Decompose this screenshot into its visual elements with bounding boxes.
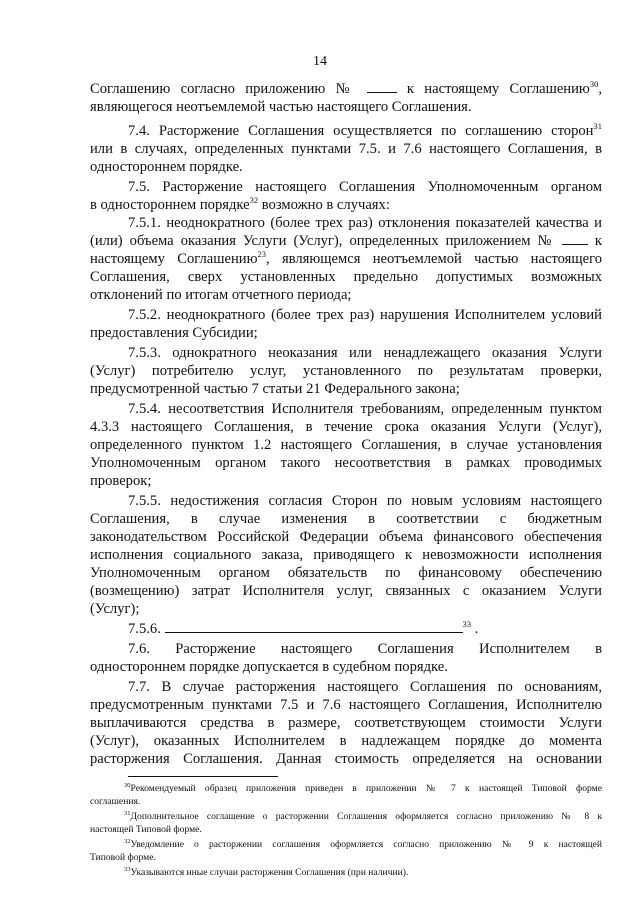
footnote-text: Уведомление о расторжении соглашения оформляется согласно приложению № 9 к настоящей	[130, 839, 602, 850]
footnote-ref: 31	[593, 121, 602, 131]
blank-field	[165, 620, 463, 633]
body-line: 7.5.2. неоднократного (более трех раз) нарушения Исполнителем условий	[128, 307, 602, 323]
footnote-30	[124, 783, 602, 796]
body-line: Соглашения, в случае изменения в соответствии с бюджетным	[90, 511, 602, 527]
blank-field	[562, 232, 588, 245]
footnote-text: Дополнительное соглашение о расторжении Соглашения оформляется согласно приложению № 8 к	[130, 811, 602, 822]
text: 7.4. Расторжение Соглашения осуществляется по соглашению сторон	[128, 123, 594, 139]
footnote-31	[124, 811, 602, 824]
footnote-ref: 23	[257, 249, 267, 259]
footnote-number: 33	[124, 866, 131, 873]
body-line: являющегося неотъемлемой частью настоящего Соглашения.	[90, 99, 472, 115]
text: 7.5.6.	[128, 621, 161, 637]
body-line: отклонений по итогам отчетного периода;	[90, 287, 352, 303]
body-line: одностороннем порядке.	[90, 159, 243, 175]
body-line	[90, 80, 602, 98]
body-line: предусмотренной частью 7 статьи 21 Федерального закона;	[90, 381, 460, 397]
body-line: Уполномоченным органом обязательств по финансовому обеспечению	[90, 565, 602, 581]
footnote-text: Рекомендуемый образец приложения приведен в приложении № 7 к настоящей Типовой форме	[130, 783, 602, 794]
text: в одностороннем порядке	[90, 197, 250, 213]
page-number: 14	[313, 54, 327, 69]
body-line	[128, 620, 602, 638]
body-line: исполнения социального заказа, приводящего к невозможности исполнения	[90, 547, 602, 563]
body-line: расторжения Соглашения. Данная стоимость определяется на основании	[90, 751, 602, 767]
body-line: проверок;	[90, 473, 152, 489]
body-line: (Услуг), оказанных Исполнителем в надлежащем порядке до момента	[90, 733, 602, 749]
body-line: 7.5.1. неоднократного (более трех раз) отклонения показателей качества и	[128, 215, 602, 231]
text: к	[594, 233, 602, 249]
body-line: 7.5. Расторжение настоящего Соглашения Уполномоченным органом	[128, 179, 602, 195]
body-line	[90, 232, 602, 250]
body-line: Соглашения, сверх установленных предельно допустимых возможных	[90, 269, 602, 285]
body-line: 4.3.3 настоящего Соглашения, в течение срока оказания Услуги (Услуг),	[90, 419, 602, 435]
body-line: определенного пунктом 1.2 настоящего Соглашения, в случае установления	[90, 437, 602, 453]
footnote-number: 31	[124, 810, 131, 817]
body-line: одностороннем порядке допускается в судебном порядке.	[90, 659, 448, 675]
body-line: 7.5.4. несоответствия Исполнителя требованиям, определенным пунктом	[128, 401, 602, 417]
footnote-number: 32	[124, 838, 131, 845]
footnote-ref: 33	[462, 619, 471, 629]
footnote-32	[124, 839, 602, 852]
footnote-ref: 30	[589, 79, 599, 89]
footnote-text: соглашения.	[90, 796, 141, 807]
text: .	[474, 621, 479, 637]
body-line: законодательством Российской Федерации объема финансового обеспечения	[90, 529, 602, 545]
footnote-33	[124, 867, 602, 880]
text: к настоящему Соглашению	[406, 81, 590, 97]
footnote-text: настоящей Типовой форме.	[90, 824, 202, 835]
text: возможно в случаях:	[258, 197, 390, 213]
blank-field	[367, 80, 397, 93]
text: ,	[598, 81, 602, 97]
text: Соглашению согласно приложению №	[90, 81, 357, 97]
body-line: (возмещению) затрат Исполнителя услуг, связанных с оказанием Услуги	[90, 583, 602, 599]
footnote-ref: 32	[249, 195, 259, 205]
footnote-text: Типовой форме.	[90, 852, 156, 863]
footnote-separator	[128, 776, 278, 777]
body-line: 7.6. Расторжение настоящего Соглашения Исполнителем в	[128, 641, 602, 657]
body-line: 7.5.3. однократного неоказания или ненадлежащего оказания Услуги	[128, 345, 602, 361]
body-line: 7.5.5. недостижения согласия Сторон по новым условиям настоящего	[128, 493, 602, 509]
text: , являющемся неотъемлемой частью настоящего	[266, 251, 602, 267]
footnote-number: 30	[124, 782, 131, 789]
body-line: выплачиваются средства в размере, соответствующем стоимости Услуги	[90, 715, 602, 731]
body-line: предусмотренным пунктами 7.5 и 7.6 настоящего Соглашения, Исполнителю	[90, 697, 602, 713]
footnote-text: Указываются иные случаи расторжения Соглашения (при наличии).	[130, 867, 409, 878]
text: настоящему Соглашению	[90, 251, 258, 267]
body-line: (Услуг);	[90, 601, 140, 617]
body-line: или в случаях, определенных пунктами 7.5. и 7.6 настоящего Соглашения, в	[90, 141, 602, 157]
body-line	[90, 250, 602, 268]
body-line: (Услуг) потребителю услуг, установленного по результатам проверки,	[90, 363, 602, 379]
body-line: предоставления Субсидии;	[90, 325, 258, 341]
body-line: 7.7. В случае расторжения настоящего Соглашения по основаниям,	[128, 679, 602, 695]
text: (или) объема оказания Услуги (Услуг), определенных приложением №	[90, 233, 555, 249]
body-line	[90, 196, 602, 214]
body-line	[128, 122, 602, 140]
body-line: Уполномоченным органом такого несоответствия в рамках проводимых	[90, 455, 602, 471]
